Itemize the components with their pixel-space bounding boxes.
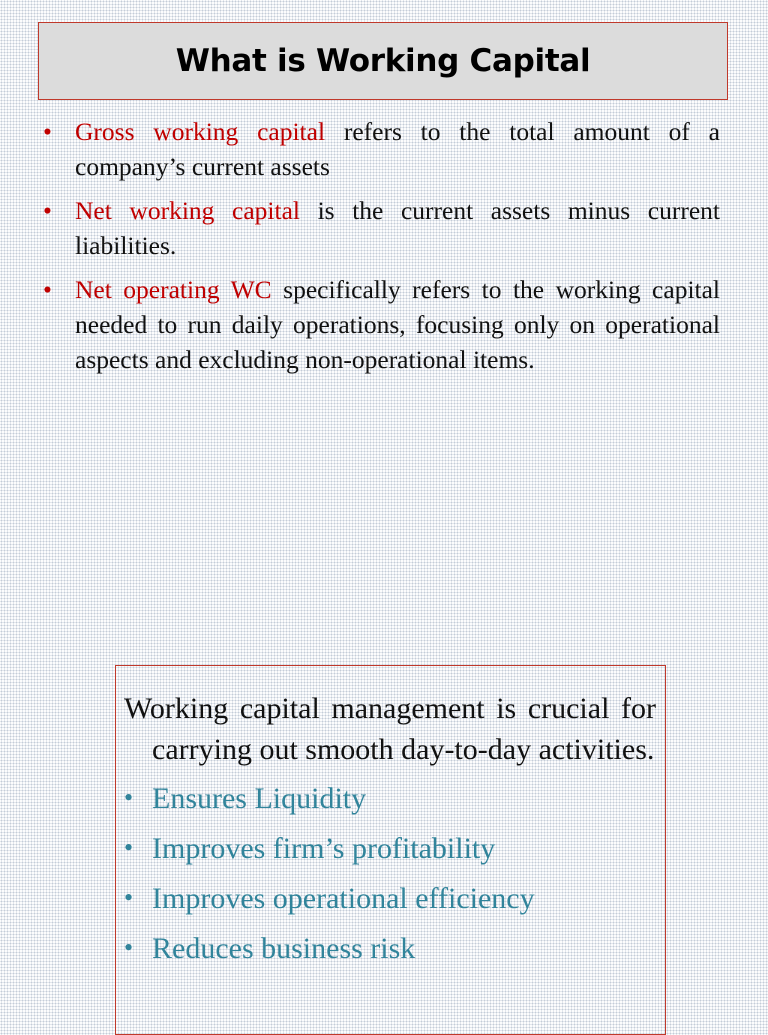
definitions-list bbox=[40, 114, 720, 386]
bullet-dot-icon: • bbox=[124, 783, 134, 812]
bullet-dot-icon: • bbox=[124, 933, 134, 962]
benefit-text: Improves firm’s profitability bbox=[152, 832, 496, 865]
management-intro: Working capital management is crucial for carrying out smooth day-to-day activities. bbox=[124, 692, 656, 766]
benefit-text: Improves operational efficiency bbox=[152, 882, 535, 915]
definition-text: refers to the total amount of a company’s current assets bbox=[75, 117, 720, 181]
benefit-item bbox=[124, 828, 656, 869]
benefit-text: Reduces business risk bbox=[152, 932, 416, 965]
benefits-list bbox=[124, 778, 656, 969]
title-box bbox=[38, 22, 728, 100]
bullet-dot-icon: • bbox=[43, 117, 52, 146]
benefit-item bbox=[124, 878, 656, 919]
definition-text: is the current assets minus current liabilities. bbox=[75, 196, 720, 260]
bullet-dot-icon: • bbox=[43, 275, 52, 304]
bullet-dot-icon: • bbox=[124, 833, 134, 862]
benefit-text: Ensures Liquidity bbox=[152, 782, 367, 815]
bullet-dot-icon: • bbox=[43, 196, 52, 225]
benefit-item bbox=[124, 778, 656, 819]
definition-term: Net working capital bbox=[75, 196, 300, 225]
definition-term: Gross working capital bbox=[75, 117, 326, 146]
management-box-content bbox=[124, 688, 656, 978]
definition-term: Net operating WC bbox=[75, 275, 272, 304]
benefit-item bbox=[124, 928, 656, 969]
definition-text: specifically refers to the working capital needed to run daily operations, focusing only on operational aspects and excluding non-operational items. bbox=[75, 275, 721, 374]
definition-item bbox=[40, 114, 720, 184]
definition-item bbox=[40, 193, 720, 263]
slide-title: What is Working Capital bbox=[175, 43, 591, 79]
definition-item bbox=[40, 272, 720, 377]
bullet-dot-icon: • bbox=[124, 883, 134, 912]
management-box bbox=[115, 665, 666, 1035]
